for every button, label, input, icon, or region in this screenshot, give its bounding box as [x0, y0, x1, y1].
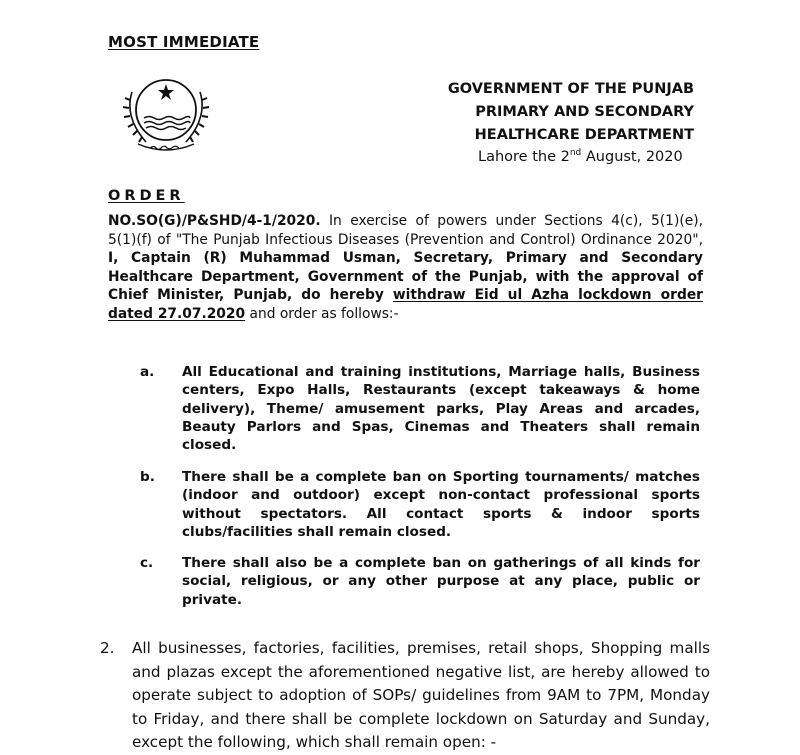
list-item-label: b. [140, 469, 155, 485]
most-immediate-heading: MOST IMMEDIATE [108, 33, 260, 51]
list-item-b [140, 468, 700, 543]
date-suffix: August, 2020 [581, 148, 683, 165]
authority-text: I, Captain (R) Muhammad Usman, Secretary, Primary and Secondary Healthcare Department, Government of the Punjab, with the approval of Chief Minister, Punjab, do hereby [108, 250, 703, 303]
date-superscript: nd [569, 148, 582, 158]
order-heading: ORDER [108, 188, 185, 204]
list-item-label: c. [140, 555, 154, 571]
department-header [448, 78, 694, 147]
list-item-label: a. [140, 364, 155, 380]
intro-text: In exercise of powers under Sections 4(c), 5(1)(e), 5(1)(f) of "The Punjab Infectious Diseases (Prevention and Control) Ordinance 2020", [108, 213, 703, 248]
list-item-c [140, 554, 700, 614]
date-prefix: Lahore the 2 [478, 148, 570, 165]
withdraw-text: withdraw Eid ul Azha lockdown order dated 27.07.2020 [108, 287, 703, 322]
order-paragraph [108, 212, 703, 323]
reference-number: NO.SO(G)/P&SHD/4-1/2020. [108, 213, 321, 229]
list-item-text: All Educational and training institutions, Marriage halls, Business centers, Expo Halls, Restaurants (except takeaways & home delivery), Theme/ amusement parks, Play Areas and arcades, Beauty Parlors and Spas, Cinemas and Theaters shall remain closed. [182, 364, 700, 454]
paragraph-number: 2. [100, 639, 115, 657]
list-item-a [140, 363, 700, 458]
issue-date [478, 148, 683, 165]
gov-line-1: GOVERNMENT OF THE PUNJAB [447, 81, 694, 97]
list-item-text: There shall also be a complete ban on gatherings of all kinds for social, religious, or any other purpose at any place, public or private. [182, 555, 700, 608]
paragraph-2-text: All businesses, factories, facilities, premises, retail shops, Shopping malls and plazas except the aforementioned negative list, are hereby allowed to operate subject to adoption of SOPs/ guidelines from 9AM to 7PM, Monday to Friday, and there shall be complete lockdown on Saturday and Sunday, except the following, which shall remain open: - [132, 639, 710, 751]
list-item-text: There shall be a complete ban on Sporting tournaments/ matches (indoor and outdoor) except non-contact professional sports without spectators. All contact sports & indoor sports clubs/facilities shall remain closed. [182, 469, 700, 540]
gov-line-3: HEALTHCARE DEPARTMENT [474, 127, 694, 143]
punjab-government-emblem [116, 72, 216, 160]
closing-text: and order as follows:- [245, 305, 399, 322]
gov-line-2: PRIMARY AND SECONDARY [475, 104, 694, 120]
